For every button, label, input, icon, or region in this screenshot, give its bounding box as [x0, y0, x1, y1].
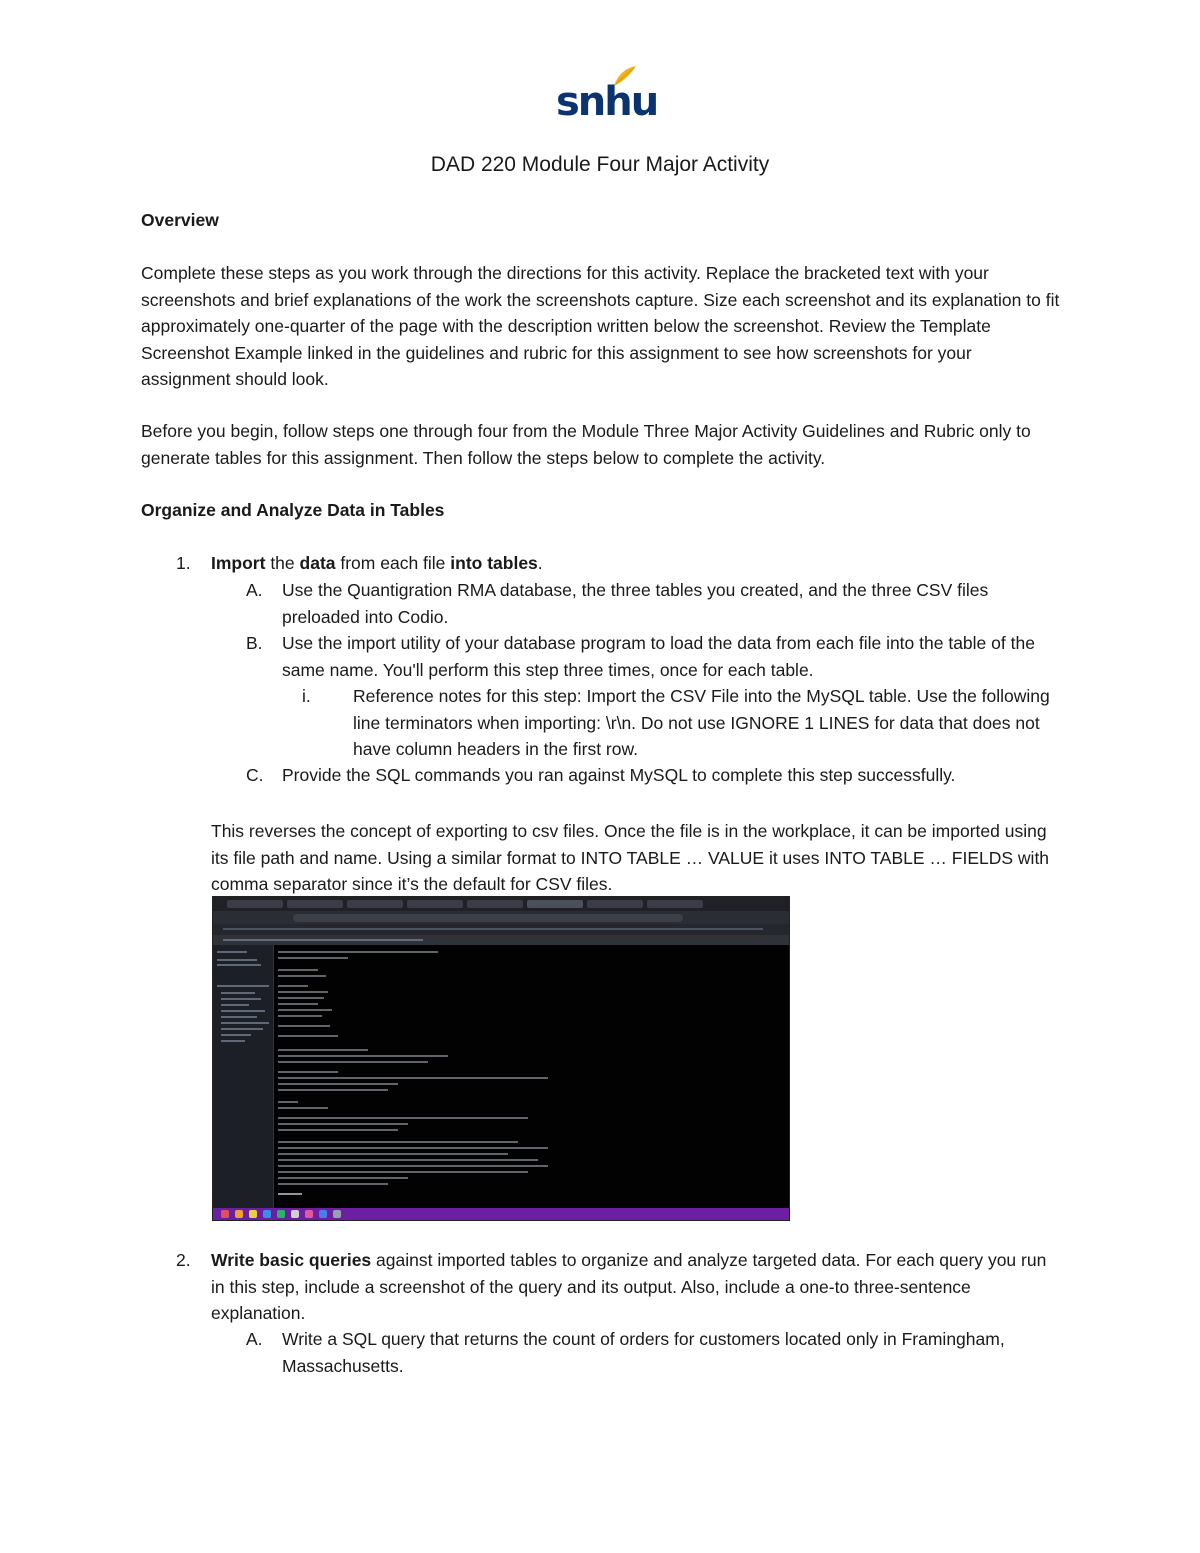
windows-taskbar — [213, 1208, 789, 1220]
step-2a-letter: A. — [246, 1329, 263, 1349]
browser-tab-bar — [213, 897, 789, 911]
step-2a-text: Write a SQL query that returns the count of orders for customers located only in Framingham, Massachusetts. — [282, 1329, 1005, 1376]
step-1b-text: Use the import utility of your database program to load the data from each file into the table of the same name. You'll perform this step three times, once for each table. — [282, 633, 1035, 680]
step-2-number: 2. — [176, 1250, 191, 1270]
step-1bi-numeral: i. — [302, 686, 311, 706]
step-2-text-1: against imported tables to organize and analyze targeted data. For each query you run in this step, include a screenshot of the query and its output. Also, include a one-to three-sentence explanation. — [211, 1250, 1047, 1323]
step-2-text — [211, 1247, 1061, 1327]
step-2-bold-write-basic-queries: Write basic queries — [211, 1250, 372, 1270]
step-1a-text: Use the Quantigration RMA database, the three tables you created, and the three CSV files preloaded into Codio. — [282, 580, 989, 627]
page-title: DAD 220 Module Four Major Activity — [430, 153, 770, 176]
step-1-bold-import: Import — [211, 553, 266, 573]
step-1-text-1: the — [265, 553, 300, 573]
mysql-terminal-screenshot — [212, 896, 790, 1221]
overview-paragraph-2: Before you begin, follow steps one through four from the Module Three Major Activity Guidelines and Rubric only to generate tables for this assignment. Then follow the steps below to complete the activity. — [141, 421, 1031, 468]
step-1b-letter: B. — [246, 633, 263, 653]
logo-text: snhu — [556, 79, 658, 125]
snhu-logo — [556, 62, 658, 125]
step-1bi-text: Reference notes for this step: Import the CSV File into the MySQL table. Use the following line terminators when importing: \r\n. Do not use IGNORE 1 LINES for data that does not have column headers in the first row. — [353, 686, 1050, 759]
step-1-text-3: . — [537, 553, 543, 573]
step-1a-letter: A. — [246, 580, 263, 600]
overview-heading: Overview — [141, 210, 219, 230]
step-1-bold-into-tables: into tables — [450, 553, 538, 573]
step-1-text-2: from each file — [335, 553, 451, 573]
step-1-bold-data: data — [299, 553, 336, 573]
step-1-answer: This reverses the concept of exporting to csv files. Once the file is in the workplace, it can be imported using its file path and name. Using a similar format to INTO TABLE … VALUE it uses INTO TABLE … FIELDS with comma separator since it’s the default for CSV files. — [211, 821, 1050, 894]
ide-file-sidebar — [213, 945, 274, 1208]
browser-address-bar — [213, 911, 789, 924]
step-1-number: 1. — [176, 553, 191, 573]
ide-menu-bar — [213, 935, 789, 945]
terminal-output — [274, 945, 789, 1208]
step-1-text — [211, 550, 1061, 577]
step-1c-text: Provide the SQL commands you ran against MySQL to complete this step successfully. — [282, 765, 956, 785]
step-1c-letter: C. — [246, 765, 264, 785]
section-heading: Organize and Analyze Data in Tables — [141, 500, 445, 520]
overview-paragraph-1: Complete these steps as you work through the directions for this activity. Replace the bracketed text with your screenshots and brief explanations of the work the screenshots capture. Size each screenshot and its explanation to fit approximately one-quarter of the page with the description written below the screenshot. Review the Template Screenshot Example linked in the guidelines and rubric for this assignment to see how screenshots for your assignment should look. — [141, 263, 1060, 389]
bookmarks-bar — [213, 924, 789, 935]
